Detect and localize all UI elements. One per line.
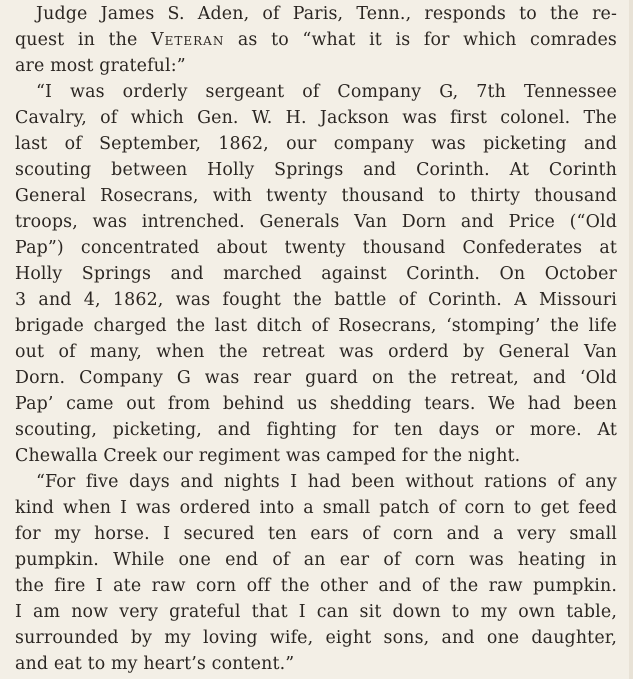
text-line: out of many, when the retreat was orderd by General Van	[15, 342, 617, 362]
text-line: are most grateful:”	[15, 56, 186, 76]
text-line: troops, was intrenched. Generals Van Dorn and Price (“Old	[15, 212, 617, 232]
text-line: Chewalla Creek our regiment was camped for the night.	[15, 446, 521, 466]
text-line: brigade charged the last ditch of Rosecrans, ‘stomping’ the life	[15, 316, 617, 336]
text-line: I am now very grateful that I can sit down to my own table,	[15, 602, 617, 622]
text-line: for my horse. I secured ten ears of corn and a very small	[15, 524, 617, 544]
text-line: and eat to my heart’s content.”	[15, 654, 295, 674]
text-line: General Rosecrans, with twenty thousand to thirty thousand	[15, 186, 617, 206]
text-line	[15, 27, 617, 53]
text-line: scouting, picketing, and fighting for ten days or more. At	[15, 420, 617, 440]
text-span: as to “what it is for which comrades	[224, 30, 617, 50]
text-line: Pap”) concentrated about twenty thousand Confederates at	[15, 238, 617, 258]
text-line: Pap’ came out from behind us shedding tears. We had been	[15, 394, 617, 414]
text-line: last of September, 1862, our company was picketing and	[15, 134, 617, 154]
page-edge	[629, 0, 633, 679]
text-span: quest in the	[15, 30, 152, 50]
text-line: “For five days and nights I had been without rations of any	[36, 472, 617, 492]
text-line: Dorn. Company G was rear guard on the retreat, and ‘Old	[15, 368, 617, 388]
text-line: 3 and 4, 1862, was fought the battle of Corinth. A Missouri	[15, 290, 617, 310]
text-line: kind when I was ordered into a small patch of corn to get feed	[15, 498, 617, 518]
text-line: the fire I ate raw corn off the other and of the raw pumpkin.	[15, 576, 617, 596]
publication-name: Veteran	[151, 30, 225, 50]
text-line: Cavalry, of which Gen. W. H. Jackson was first colonel. The	[15, 108, 617, 128]
text-line: “I was orderly sergeant of Company G, 7th Tennessee	[36, 82, 617, 102]
text-line: surrounded by my loving wife, eight sons, and one daughter,	[15, 628, 617, 648]
text-line: Holly Springs and marched against Corinth. On October	[15, 264, 617, 284]
text-line: scouting between Holly Springs and Corinth. At Corinth	[15, 160, 617, 180]
text-line: pumpkin. While one end of an ear of corn was heating in	[15, 550, 617, 570]
text-line: Judge James S. Aden, of Paris, Tenn., responds to the re-	[36, 4, 617, 24]
